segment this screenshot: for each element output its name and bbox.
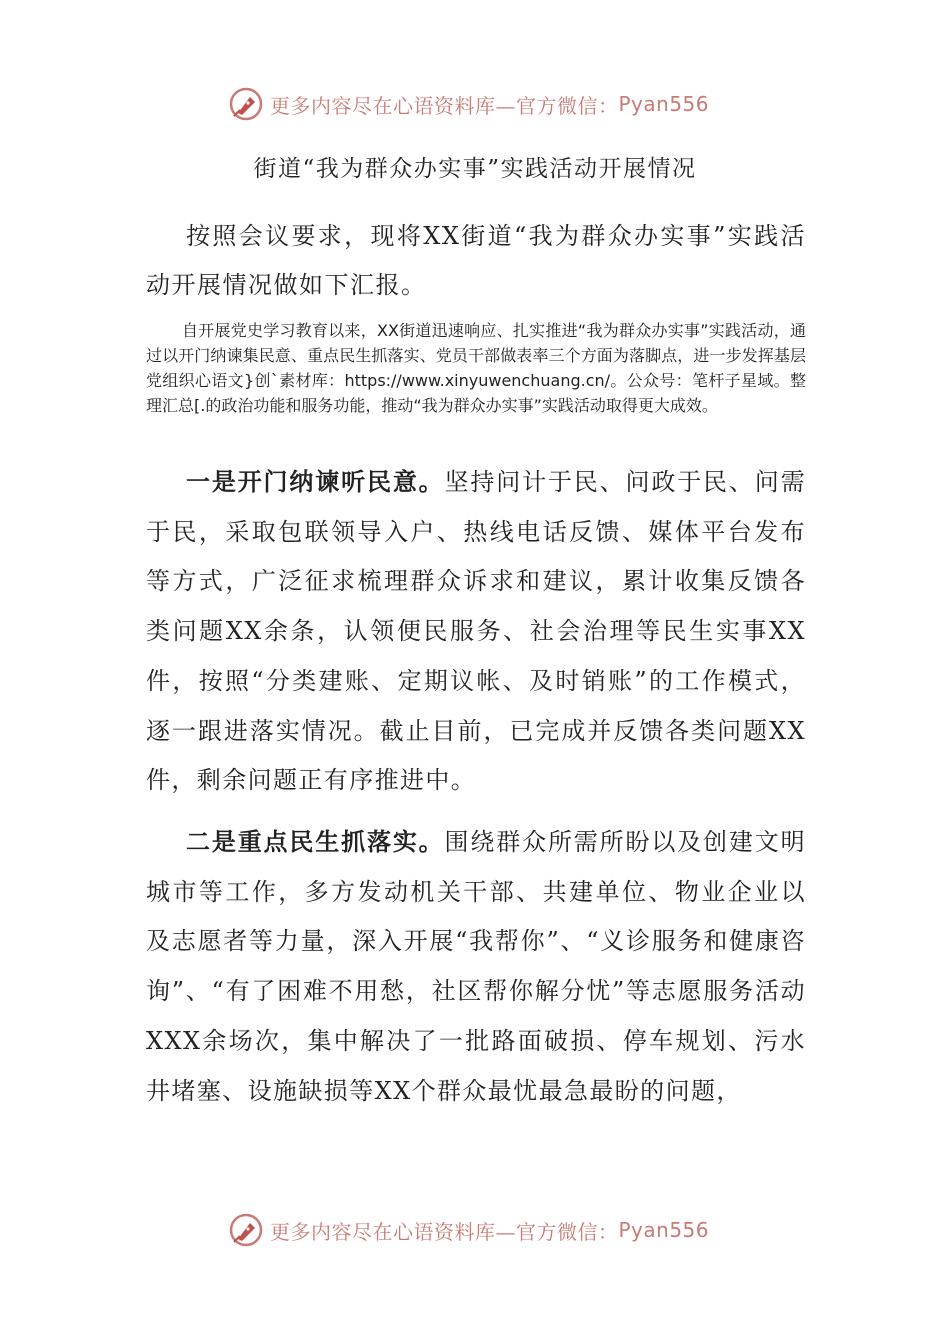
overview-paragraph: 自开展党史学习教育以来，XX街道迅速响应、扎实推进“我为群众办实事”实践活动，通过以开门纳谏集民意、重点民生抓落实、党员干部做表率三个方面为落脚点，进一步发挥基层党组织心语文}创`素材库：https://www.xinyuwenchuang.cn/。公众号：笔杆子星域。整理汇总[.的政治功能和服务功能，推动“我为群众办实事”实践活动取得更大成效。	[146, 321, 806, 415]
banner-text: 更多内容尽在心语资料库—官方微信：	[270, 93, 619, 118]
section-two-paragraph	[146, 818, 806, 1116]
section-two-body: 围绕群众所需所盼以及创建文明城市等工作，多方发动机关干部、共建单位、物业企业以及志愿者等力量，深入开展“我帮你”、“义诊服务和健康咨询”、“有了困难不用愁，社区帮你解分忧”等志愿服务活动XXX余场次，集中解决了一批路面破损、停车规划、污水井堵塞、设施缺损等XX个群众最忧最急最盼的问题，	[146, 828, 807, 1105]
pen-nib-logo-icon	[228, 86, 264, 122]
document-title: 街道“我为群众办实事”实践活动开展情况	[253, 156, 697, 182]
section-one-heading: 一是开门纳谏听民意。	[186, 468, 445, 496]
wechat-id: Pyan556	[618, 1218, 710, 1242]
footer-banner	[228, 1210, 748, 1250]
header-banner	[228, 84, 748, 124]
section-one-paragraph	[146, 458, 806, 806]
banner-text: 更多内容尽在心语资料库—官方微信：	[270, 1219, 619, 1244]
intro-paragraph: 按照会议要求，现将XX街道“我为群众办实事”实践活动开展情况做如下汇报。	[146, 222, 806, 299]
pen-nib-logo-icon	[228, 1212, 264, 1248]
section-two-heading: 二是重点民生抓落实。	[186, 828, 445, 856]
section-one-body: 坚持问计于民、问政于民、问需于民，采取包联领导入户、热线电话反馈、媒体平台发布等方式，广泛征求梳理群众诉求和建议，累计收集反馈各类问题XX余条，认领便民服务、社会治理等民生实事XX件，按照“分类建账、定期议帐、及时销账”的工作模式，逐一跟进落实情况。截止目前，已完成并反馈各类问题XX件，剩余问题正有序推进中。	[146, 468, 807, 795]
wechat-id: Pyan556	[618, 92, 710, 116]
